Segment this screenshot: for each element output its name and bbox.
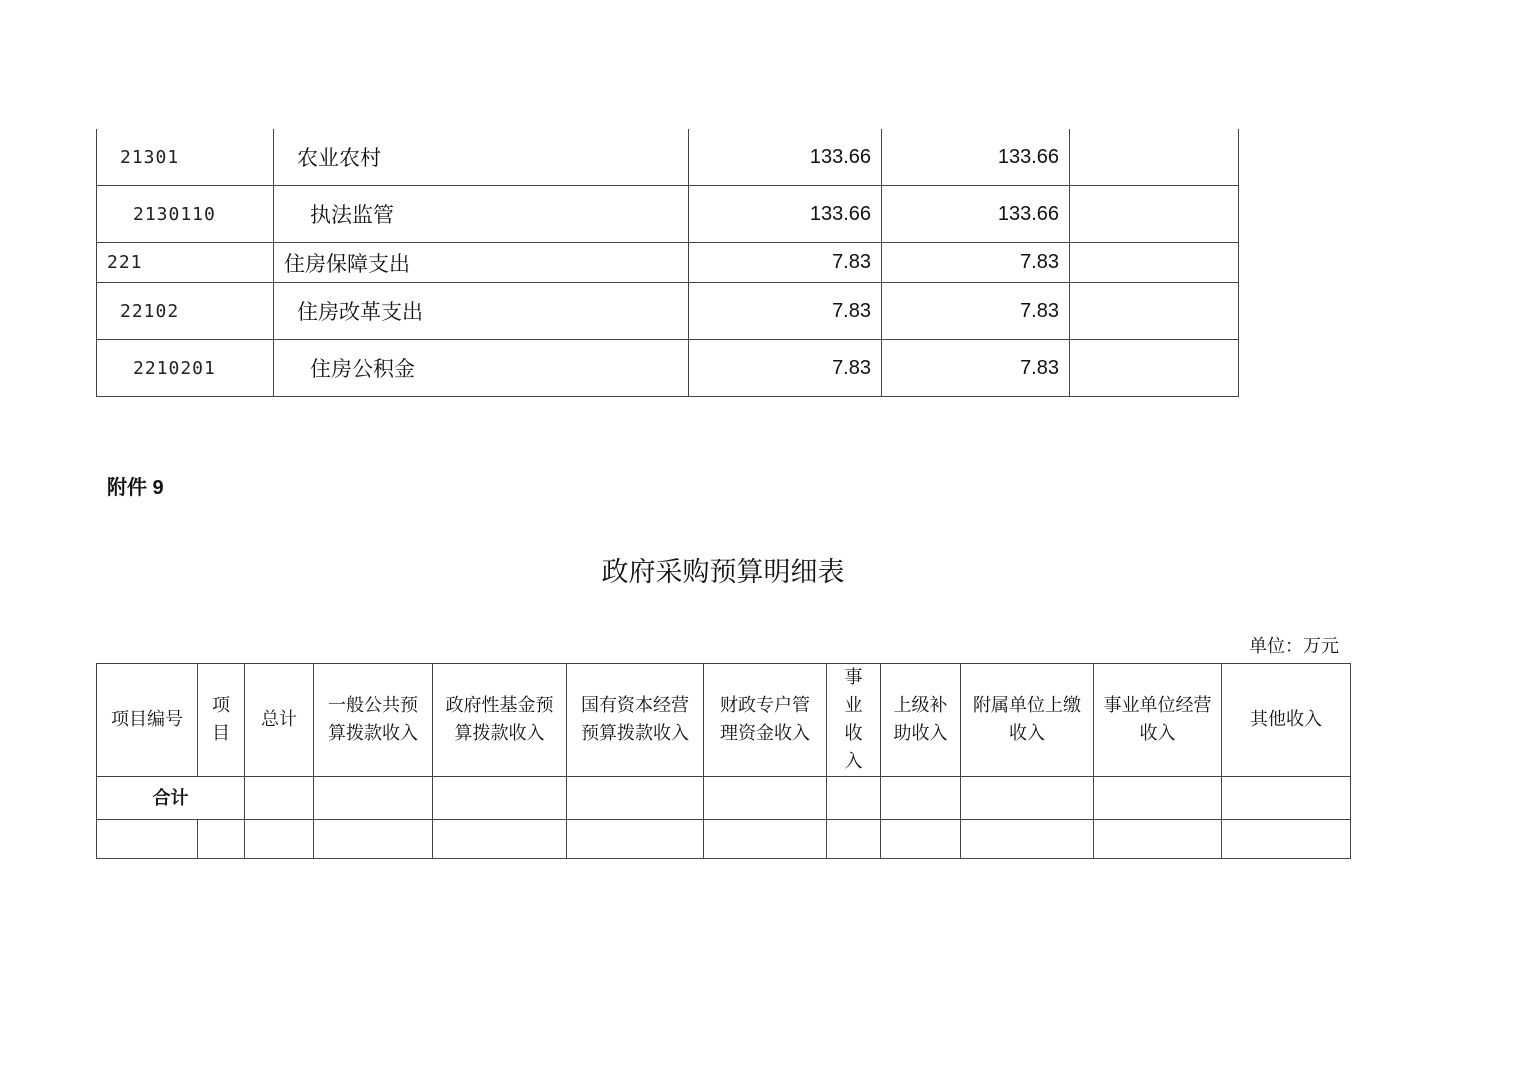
amount-basic: 133.66 (882, 186, 1070, 243)
amount-basic: 7.83 (882, 283, 1070, 340)
header-project: 项目 (198, 664, 245, 777)
amount-total: 7.83 (689, 243, 882, 283)
header-business-income: 事业收入 (827, 664, 881, 777)
header-special-fund: 财政专户管理资金收入 (704, 664, 827, 777)
table-cell (961, 820, 1094, 859)
table-row (97, 340, 1239, 397)
table-cell (198, 820, 245, 859)
item-name: 住房公积金 (274, 340, 689, 397)
total-row (97, 777, 1351, 820)
item-name: 农业农村 (274, 129, 689, 186)
amount-basic: 133.66 (882, 129, 1070, 186)
table-cell (961, 777, 1094, 820)
item-code: 2130110 (97, 186, 274, 243)
table-row (97, 186, 1239, 243)
table-cell (245, 820, 314, 859)
table-row (97, 283, 1239, 340)
amount-basic: 7.83 (882, 243, 1070, 283)
header-state-capital: 国有资本经营预算拨款收入 (567, 664, 704, 777)
item-name: 住房改革支出 (274, 283, 689, 340)
table-row (97, 820, 1351, 859)
header-operating: 事业单位经营收入 (1094, 664, 1222, 777)
table-cell (827, 820, 881, 859)
table-header-row (97, 664, 1351, 777)
table-cell (314, 820, 433, 859)
header-other: 其他收入 (1222, 664, 1351, 777)
table-cell (881, 777, 961, 820)
table-cell (433, 820, 567, 859)
amount-total: 7.83 (689, 283, 882, 340)
table-cell (97, 820, 198, 859)
table-cell (1222, 777, 1351, 820)
amount-total: 133.66 (689, 129, 882, 186)
item-code: 22102 (97, 283, 274, 340)
table-cell (1222, 820, 1351, 859)
table-row (97, 243, 1239, 283)
header-project-code: 项目编号 (97, 664, 198, 777)
item-name: 执法监管 (274, 186, 689, 243)
table-cell (1094, 820, 1222, 859)
total-label: 合计 (97, 777, 245, 820)
item-code: 2210201 (97, 340, 274, 397)
table-cell (245, 777, 314, 820)
amount-project (1070, 243, 1239, 283)
table-cell (827, 777, 881, 820)
amount-project (1070, 129, 1239, 186)
header-gov-fund: 政府性基金预算拨款收入 (433, 664, 567, 777)
amount-project (1070, 186, 1239, 243)
table-row (97, 129, 1239, 186)
page-title: 政府采购预算明细表 (601, 557, 845, 588)
header-general-public: 一般公共预算拨款收入 (314, 664, 433, 777)
amount-project (1070, 340, 1239, 397)
attachment-label: 附件 9 (107, 477, 164, 499)
expenditure-table-continued (96, 129, 1239, 397)
item-code: 221 (97, 243, 274, 283)
header-affiliated: 附属单位上缴收入 (961, 664, 1094, 777)
table-cell (433, 777, 567, 820)
amount-basic: 7.83 (882, 340, 1070, 397)
amount-total: 7.83 (689, 340, 882, 397)
amount-project (1070, 283, 1239, 340)
table-cell (704, 820, 827, 859)
table-cell (567, 820, 704, 859)
amount-total: 133.66 (689, 186, 882, 243)
item-code: 21301 (97, 129, 274, 186)
header-total: 总计 (245, 664, 314, 777)
item-name: 住房保障支出 (274, 243, 689, 283)
table-cell (881, 820, 961, 859)
procurement-budget-table (96, 663, 1351, 859)
table-cell (704, 777, 827, 820)
table-cell (567, 777, 704, 820)
unit-label: 单位：万元 (1249, 636, 1339, 657)
header-upper-subsidy: 上级补助收入 (881, 664, 961, 777)
table-cell (314, 777, 433, 820)
table-cell (1094, 777, 1222, 820)
